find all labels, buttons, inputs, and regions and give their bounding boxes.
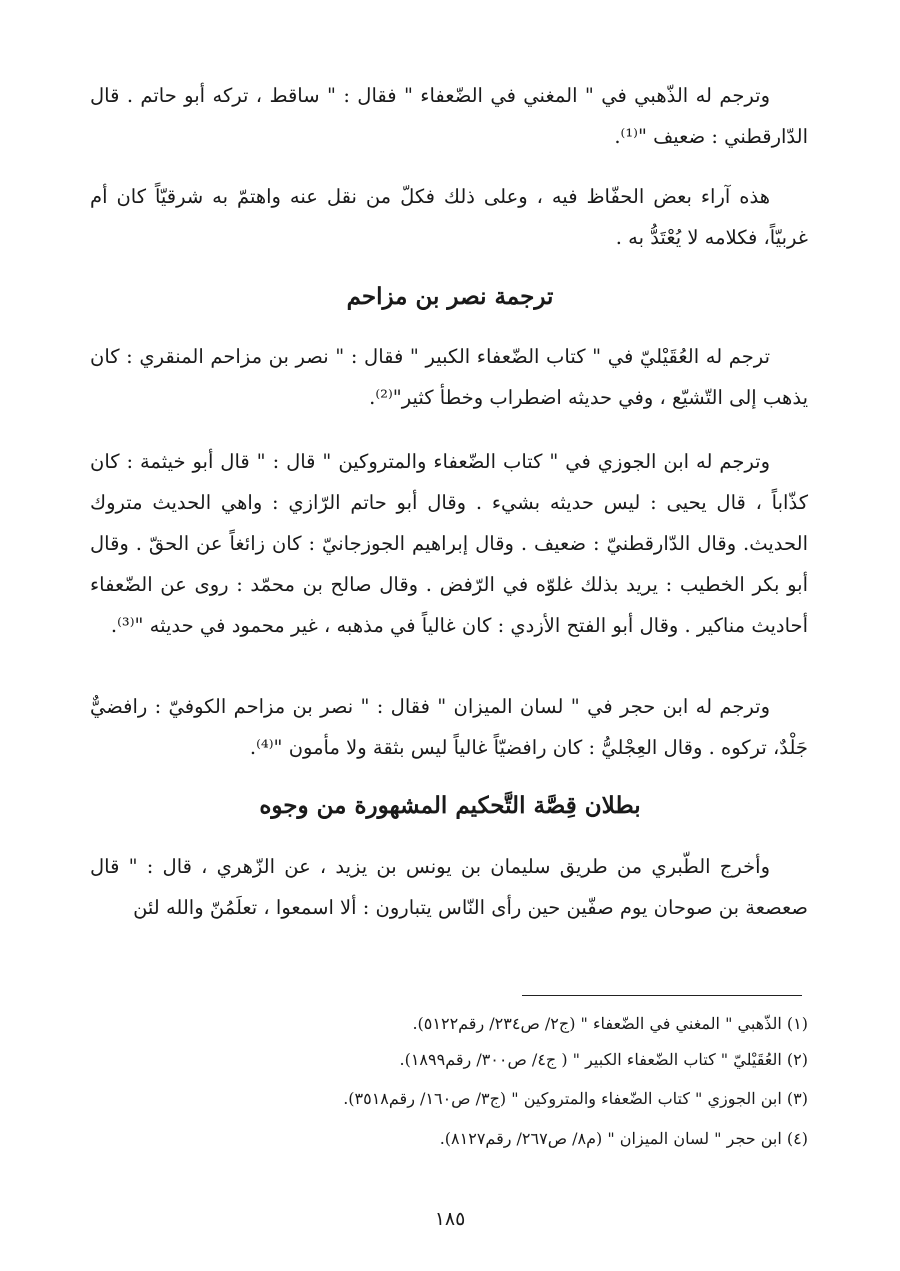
paragraph-tabari: وأخرج الطّبري من طريق سليمان بن يونس بن يزيد ، عن الزّهري ، قال : " قال صعصعة بن صوحان يوم صفّين حين رأى النّاس يتبارون : ألا اسمعوا ، تعلَمُنّ والله لئن — [90, 855, 808, 919]
paragraph-ibn-hajar: وترجم له ابن حجر في " لسان الميزان " فقال : " نصر بن مزاحم الكوفيّ : رافضيٌّ جَلْدٌ، تركوه . وقال العِجْليُّ : كان رافضيّاً غالياً ليس بثقة ولا مأمون "⁽⁴⁾. — [90, 695, 808, 759]
heading-nasr-biography: ترجمة نصر بن مزاحم — [346, 283, 554, 310]
paragraph-conclusion: هذه آراء بعض الحفّاظ فيه ، وعلى ذلك فكلّ من نقل عنه واهتمّ به شرقيّاً كان أم غربيّاً، فكلامه لا يُعْتَدُّ به . — [90, 185, 808, 249]
footnote-4: (٤) ابن حجر " لسان الميزان " (م٨/ ص٢٦٧/ رقم٨١٢٧). — [439, 1129, 808, 1148]
footnote-1: (١) الذّهبي " المغني في الضّعفاء " (ج٢/ ص٢٣٤/ رقم٥١٢٢). — [412, 1014, 808, 1033]
paragraph-ibn-jawzi: وترجم له ابن الجوزي في " كتاب الضّعفاء والمتروكين " قال : " قال أبو خيثمة : كان كذّاباً ، قال يحيى : ليس حديثه بشيء . وقال أبو حاتم الرّازي : واهي الحديث متروك الحديث. وقال الدّارقطنيّ : ضعيف . وقال إبراهيم الجوزجانيّ : كان زائغاً عن الحقّ . وقال أبو بكر الخطيب : يريد بذلك غلوّه في الرّفض . وقال صالح بن محمّد : روى عن الضّعفاء أحاديث مناكير . وقال أبو الفتح الأزدي : كان غالياً في مذهبه ، غير محمود في حديثه "⁽³⁾. — [90, 450, 808, 637]
heading-tahkim-invalidity: بطلان قِصَّة التَّحكيم المشهورة من وجوه — [259, 792, 641, 819]
footnote-separator — [522, 995, 802, 996]
footnote-2: (٢) العُقَيْليّ " كتاب الضّعفاء الكبير " ( ج٤/ ص٣٠٠/ رقم١٨٩٩). — [399, 1050, 808, 1069]
paragraph-uqayli: ترجم له العُقَيْليّ في " كتاب الضّعفاء الكبير " فقال : " نصر بن مزاحم المنقري : كان يذهب إلى التّشيّع ، وفي حديثه اضطراب وخطأ كثير"⁽²⁾. — [90, 345, 808, 409]
footnote-3: (٣) ابن الجوزي " كتاب الضّعفاء والمتروكين " (ج٣/ ص١٦٠/ رقم٣٥١٨). — [343, 1089, 808, 1108]
page-number: ١٨٥ — [434, 1208, 466, 1230]
paragraph-dhahabi: وترجم له الذّهبي في " المغني في الضّعفاء " فقال : " ساقط ، تركه أبو حاتم . قال الدّارقطني : ضعيف "⁽¹⁾. — [90, 84, 808, 148]
